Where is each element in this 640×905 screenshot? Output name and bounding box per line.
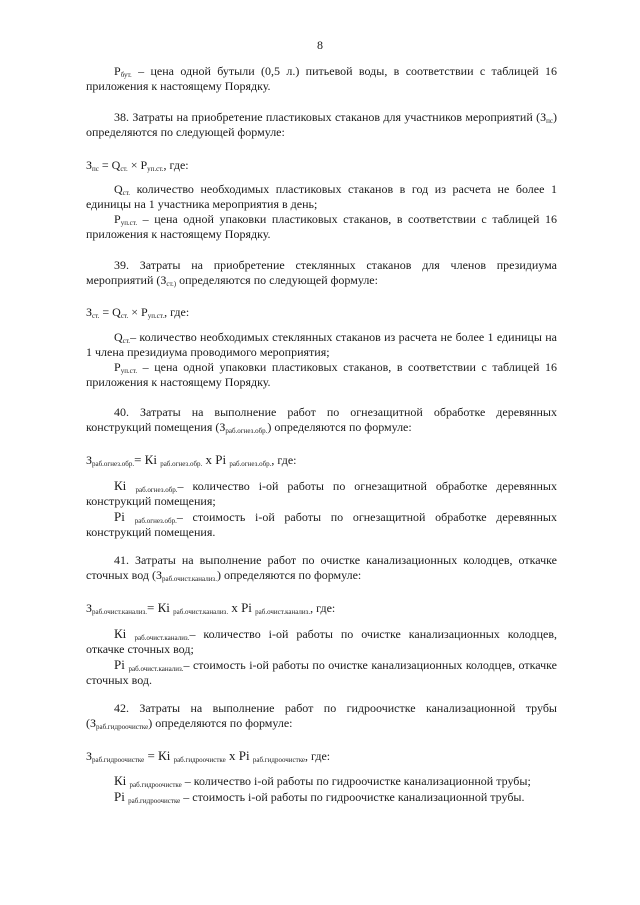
section-38-definitions: Qст. количество необходимых пластиковых стаканов в год из расчета не более 1 единицы на 1 участника мероприятия в день; Руп.ст. – цена одной упаковки пластиковых стаканов, в соответствии с таблицей 16 приложения к настоящему Порядку. (86, 182, 557, 241)
section-41-formula: Зраб.очист.канализ.= Кi раб.очист.канализ. х Рi раб.очист.канализ., где: (86, 600, 336, 616)
section-39-definitions: Qст.– количество необходимых стеклянных стаканов из расчета не более 1 единицы на 1 члена президиума проводимого мероприятия; Руп.ст. – цена одной упаковки пластиковых стаканов, в соответствии с таблицей 16 приложения к настоящему Порядку. (86, 330, 557, 389)
section-40-definitions: Кi раб.огнез.обр.– количество i-ой работы по огнезащитной обработке деревянных конструкций помещения; Рi раб.огнез.обр.– стоимость i-ой работы по огнезащитной обработке деревянных конструкций помещения. (86, 478, 557, 539)
section-39-formula: Зст. = Qст. × Руп.ст., где: (86, 305, 190, 320)
section-41-intro: 41. Затраты на выполнение работ по очистке канализационных колодцев, откачке сточных вод (Зраб.очист.канализ.) определяются по формуле: (86, 553, 557, 583)
section-39-intro: 39. Затраты на приобретение стеклянных стаканов для членов президиума мероприятий (Зст.) определяются по следующей формуле: (86, 258, 557, 288)
section-42-intro: 42. Затраты на выполнение работ по гидроочистке канализационной трубы (Зраб.гидроочистке) определяются по формуле: (86, 701, 557, 731)
section-40-intro: 40. Затраты на выполнение работ по огнезащитной обработке деревянных конструкций помещения (Зраб.огнез.обр.) определяются по формуле: (86, 405, 557, 435)
section-38-intro: 38. Затраты на приобретение пластиковых стаканов для участников мероприятий (Зпс) определяются по следующей формуле: (86, 110, 557, 139)
definition-p-but: Рбут. – цена одной бутыли (0,5 л.) питьевой воды, в соответствии с таблицей 16 приложения к настоящему Порядку. (86, 64, 557, 93)
section-42-definitions: Кi раб.гидроочистке – количество i-ой работы по гидроочистке канализационной трубы; Рi раб.гидроочистке – стоимость i-ой работы по гидроочистке канализационной трубы. (114, 773, 531, 805)
section-41-definitions: Кi раб.очист.канализ.– количество i-ой работы по очистке канализационных колодцев, откачке сточных вод; Рi раб.очист.канализ.– стоимость i-ой работы по очистке канализационных колодцев, откачке сточных вод. (86, 626, 557, 687)
section-38-formula: Зпс = Qст. × Руп.ст., где: (86, 158, 189, 173)
section-40-formula: Зраб.огнез.обр.= Кi раб.огнез.обр. х Рi раб.огнез.обр., где: (86, 452, 297, 468)
page-number: 8 (317, 38, 323, 52)
section-42-formula: Зраб.гидроочистке = Кi раб.гидроочистке х Рi раб.гидроочистке, где: (86, 748, 331, 764)
